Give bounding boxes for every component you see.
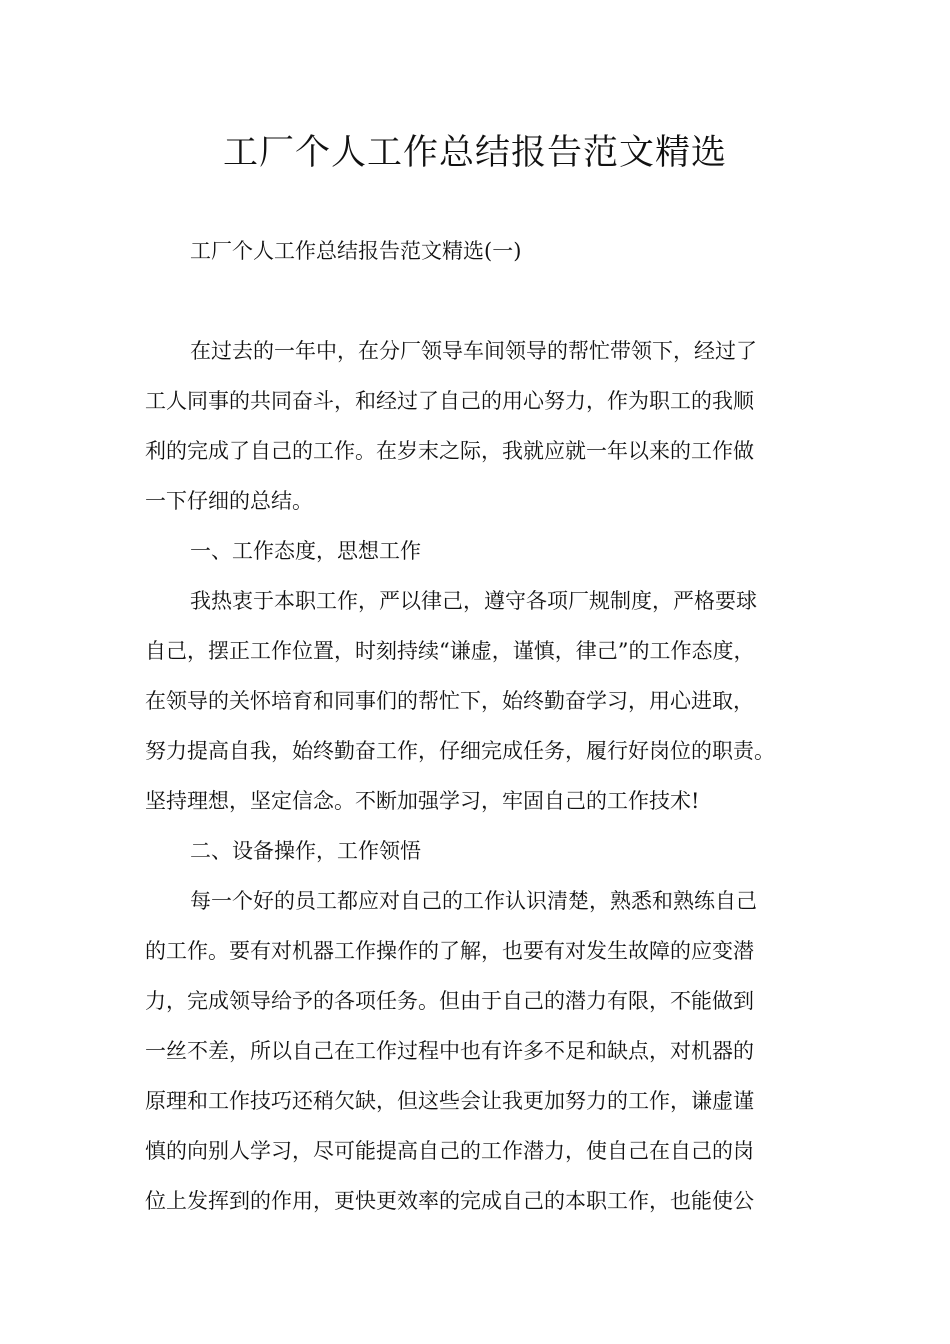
paragraph-line: 每一个好的员工都应对自己的工作认识清楚，熟悉和熟练自己 — [190, 889, 757, 913]
document-title: 工厂个人工作总结报告范文精选 — [222, 133, 727, 173]
paragraph-line: 在过去的一年中，在分厂领导车间领导的帮忙带领下，经过了 — [190, 339, 757, 363]
paragraph-line: 我热衷于本职工作，严以律己，遵守各项厂规制度，严格要球 — [190, 589, 757, 613]
paragraph-line: 利的完成了自己的工作。在岁末之际，我就应就一年以来的工作做 — [145, 439, 754, 463]
paragraph-line: 在领导的关怀培育和同事们的帮忙下，始终勤奋学习，用心进取， — [145, 689, 754, 713]
paragraph-line: 工人同事的共同奋斗，和经过了自己的用心努力，作为职工的我顺 — [145, 389, 754, 413]
paragraph-line: 自己，摆正工作位置，时刻持续“谦虚，谨慎，律己”的工作态度， — [145, 639, 755, 663]
paragraph-line: 位上发挥到的作用，更快更效率的完成自己的本职工作，也能使公 — [145, 1189, 754, 1213]
paragraph-line: 的工作。要有对机器工作操作的了解，也要有对发生故障的应变潜 — [145, 939, 754, 963]
paragraph-line: 一丝不差，所以自己在工作过程中也有许多不足和缺点，对机器的 — [145, 1039, 754, 1063]
paragraph-line: 坚持理想，坚定信念。不断加强学习，牢固自己的工作技术! — [145, 789, 700, 813]
paragraph-line: 原理和工作技巧还稍欠缺，但这些会让我更加努力的工作，谦虚谨 — [145, 1089, 754, 1113]
paragraph-line: 慎的向别人学习，尽可能提高自己的工作潜力，使自己在自己的岗 — [145, 1139, 754, 1163]
section-heading: 二、设备操作，工作领悟 — [190, 839, 421, 863]
paragraph-line: 一下仔细的总结。 — [145, 489, 313, 513]
paragraph-line: 力，完成领导给予的各项任务。但由于自己的潜力有限，不能做到 — [145, 989, 754, 1013]
paragraph-line: 努力提高自我，始终勤奋工作，仔细完成任务，履行好岗位的职责。 — [145, 739, 775, 763]
section-heading: 一、工作态度，思想工作 — [190, 539, 421, 563]
document-subtitle: 工厂个人工作总结报告范文精选(一) — [190, 239, 522, 263]
